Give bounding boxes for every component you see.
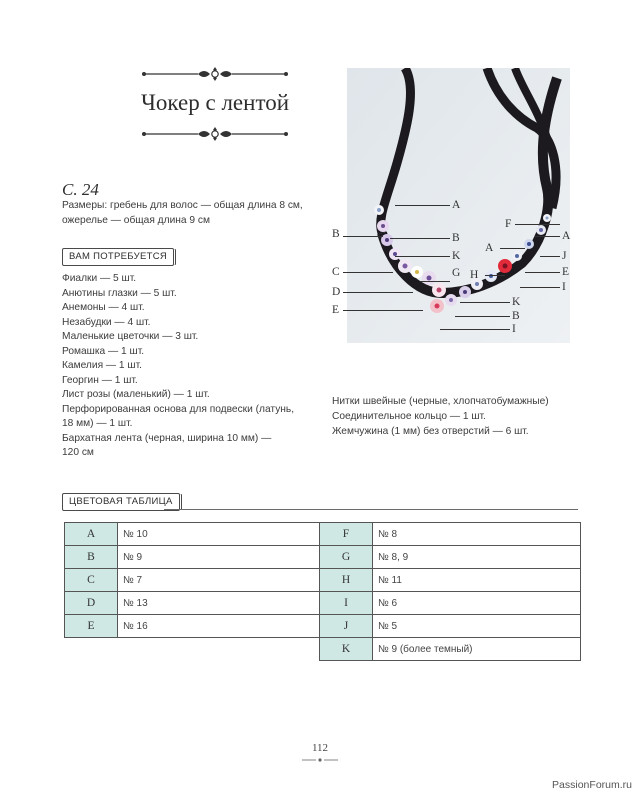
material-item: Фиалки — 5 шт. [62, 273, 137, 284]
material-item: Камелия — 1 шт. [62, 360, 142, 371]
photo-label: I [562, 281, 566, 293]
table-row [65, 569, 326, 592]
material-item: Лист розы (маленький) — 1 шт. [62, 389, 210, 400]
color-table-left [64, 522, 326, 638]
leader-line [540, 256, 560, 257]
material-item: Маленькие цветочки — 3 шт. [62, 331, 199, 342]
ornament-top [142, 66, 288, 82]
leader-line [500, 248, 525, 249]
material-item: Бархатная лента (черная, ширина 10 мм) — [62, 432, 272, 444]
material-item: Нитки швейные (черные, хлопчатобумажные) [332, 396, 549, 407]
color-key: H [320, 569, 373, 592]
photo-label: K [512, 296, 521, 308]
sizes-text: Размеры: гребень для волос — общая длина 8 см, ожерелье — общая длина 9 см [62, 200, 303, 226]
color-key: E [65, 615, 118, 638]
table-row [320, 592, 581, 615]
table-row [65, 546, 326, 569]
leader-line [520, 287, 560, 288]
page-number-text: 112 [311, 742, 329, 754]
materials-list-right [332, 394, 572, 439]
material-item: Незабудки — 4 шт. [62, 316, 151, 328]
color-value: № 16 [118, 615, 326, 638]
material-item: Жемчужина (1 мм) без отверстий — 6 шт. [332, 426, 529, 437]
color-table-heading: ЦВЕТОВАЯ ТАБЛИЦА [62, 493, 180, 511]
table-row [320, 569, 581, 592]
leader-line [420, 281, 450, 282]
table-row [65, 592, 326, 615]
material-item: Анемоны — 4 шт. [62, 302, 145, 313]
table-row [320, 523, 581, 546]
leader-line [455, 316, 510, 317]
color-key: B [65, 546, 118, 569]
material-item: Перфорированная основа для подвески (латунь, [62, 403, 295, 415]
page-title: Чокер с лентой [140, 90, 290, 115]
photo-label: B [512, 310, 520, 322]
table-row [320, 546, 581, 569]
leader-line [343, 236, 383, 237]
color-value: № 9 [118, 546, 326, 569]
leader-line [535, 236, 560, 237]
material-item: Георгин — 1 шт. [62, 374, 138, 386]
color-key: I [320, 592, 373, 615]
color-key: D [65, 592, 118, 615]
leader-line [395, 256, 450, 257]
leader-line [440, 329, 510, 330]
color-key: C [65, 569, 118, 592]
photo-label: K [452, 250, 461, 262]
ornament-bottom [142, 126, 288, 142]
materials-heading: ВАМ ПОТРЕБУЕТСЯ [62, 248, 174, 266]
photo-label: J [562, 250, 567, 262]
page-number-flourish [300, 757, 340, 763]
color-value: № 5 [373, 615, 581, 638]
photo-label: B [452, 232, 460, 244]
page-number [0, 742, 640, 766]
leader-line [525, 272, 560, 273]
photo-label: C [332, 266, 340, 278]
photo-label: I [512, 323, 516, 335]
color-key: A [65, 523, 118, 546]
leader-line [395, 205, 450, 206]
color-value: № 6 [373, 592, 581, 615]
leader-line [343, 310, 423, 311]
photo-label: A [485, 242, 494, 254]
material-item: 18 мм) — 1 шт. [62, 418, 133, 429]
leader-line [485, 275, 505, 276]
table-row [65, 615, 326, 638]
color-key: G [320, 546, 373, 569]
materials-list-left [62, 272, 302, 461]
material-item: Ромашка — 1 шт. [62, 345, 145, 357]
watermark: PassionForum.ru [552, 779, 632, 791]
photo-label: G [452, 267, 461, 279]
color-value: № 11 [373, 569, 581, 592]
photo-label: D [332, 286, 341, 298]
photo-label: F [505, 218, 512, 230]
section-rule [164, 509, 578, 510]
photo-label: A [452, 199, 461, 211]
table-row [65, 523, 326, 546]
photo-label: H [470, 269, 479, 281]
color-value: № 9 (более темный) [373, 638, 581, 661]
color-key: F [320, 523, 373, 546]
photo-label: B [332, 228, 340, 240]
color-value: № 7 [118, 569, 326, 592]
material-item: 120 см [62, 447, 94, 458]
leader-line [343, 292, 413, 293]
leader-line [460, 302, 510, 303]
color-table-right [319, 522, 581, 661]
table-row [320, 638, 581, 661]
color-value: № 8, 9 [373, 546, 581, 569]
material-item: Анютины глазки — 5 шт. [62, 287, 177, 299]
leader-line [390, 238, 450, 239]
color-value: № 8 [373, 523, 581, 546]
pattern-code: С. 24 [62, 180, 99, 199]
color-key: K [320, 638, 373, 661]
color-value: № 10 [118, 523, 326, 546]
photo-label: A [562, 230, 571, 242]
photo-label: E [332, 304, 340, 316]
photo-label: E [562, 266, 570, 278]
table-row [320, 615, 581, 638]
color-key: J [320, 615, 373, 638]
leader-line [343, 272, 393, 273]
material-item: Соединительное кольцо — 1 шт. [332, 411, 486, 422]
leader-line [515, 224, 560, 225]
color-value: № 13 [118, 592, 326, 615]
